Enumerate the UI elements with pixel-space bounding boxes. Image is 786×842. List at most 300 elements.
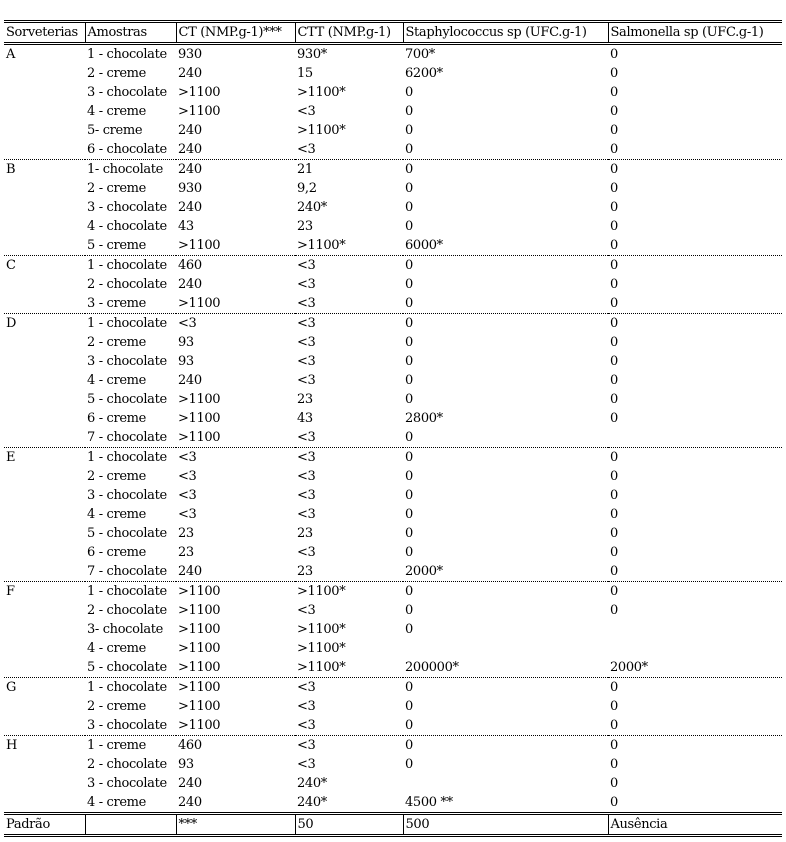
group-g xyxy=(4,678,782,736)
salmonella-cell: 0 xyxy=(610,47,618,62)
ctt-cell: 23 xyxy=(297,392,313,407)
sorveteria-cell-empty xyxy=(4,294,85,314)
amostra-cell: 1 - chocolate xyxy=(87,680,167,695)
salmonella-cell: 0 xyxy=(610,757,618,772)
staphylococcus-cell: 0 xyxy=(405,142,413,157)
staphylococcus-cell: 0 xyxy=(405,488,413,503)
salmonella-cell: 0 xyxy=(610,142,618,157)
table-row xyxy=(4,582,782,602)
ctt-cell: <3 xyxy=(297,430,316,445)
amostra-cell: 2 - chocolate xyxy=(87,757,167,772)
ct-cell: 240 xyxy=(178,564,202,579)
table-header xyxy=(4,22,782,44)
ctt-cell: <3 xyxy=(297,699,316,714)
salmonella-cell: 0 xyxy=(610,316,618,331)
ct-cell: 240 xyxy=(178,776,202,791)
group-h xyxy=(4,736,782,814)
ctt-cell: >1100* xyxy=(297,641,346,656)
table-row xyxy=(4,601,782,620)
salmonella-cell: 0 xyxy=(610,584,618,599)
salmonella-cell: 0 xyxy=(610,296,618,311)
salmonella-cell xyxy=(608,620,782,639)
ctt-cell: >1100* xyxy=(297,660,346,675)
footer-ct: *** xyxy=(176,814,295,836)
table-row xyxy=(4,333,782,352)
salmonella-cell: 0 xyxy=(610,603,618,618)
salmonella-cell: 0 xyxy=(610,545,618,560)
footer-staphylococcus: 500 xyxy=(403,814,608,836)
staphylococcus-cell: 200000* xyxy=(405,660,459,675)
ct-cell: 23 xyxy=(178,526,194,541)
ctt-cell: 240* xyxy=(297,776,327,791)
ct-cell: <3 xyxy=(178,469,197,484)
staphylococcus-cell: 0 xyxy=(405,507,413,522)
staphylococcus-cell: 0 xyxy=(405,469,413,484)
ct-cell: <3 xyxy=(178,488,197,503)
ct-cell: >1100 xyxy=(178,238,221,253)
amostra-cell: 1 - chocolate xyxy=(87,316,167,331)
staphylococcus-cell: 0 xyxy=(405,545,413,560)
ct-cell: >1100 xyxy=(178,584,221,599)
salmonella-cell: 0 xyxy=(610,469,618,484)
sorveteria-cell-empty xyxy=(4,83,85,102)
salmonella-cell: 0 xyxy=(610,718,618,733)
sorveteria-cell-empty xyxy=(4,198,85,217)
ctt-cell: <3 xyxy=(297,258,316,273)
amostra-cell: 7 - chocolate xyxy=(87,564,167,579)
ctt-cell: <3 xyxy=(297,507,316,522)
ct-cell: 93 xyxy=(178,335,194,350)
amostra-cell: 2 - chocolate xyxy=(87,603,167,618)
table-row xyxy=(4,44,782,65)
footer-label: Padrão xyxy=(6,817,50,832)
salmonella-cell: 0 xyxy=(610,507,618,522)
ctt-cell: <3 xyxy=(297,718,316,733)
salmonella-cell: 0 xyxy=(610,277,618,292)
group-a xyxy=(4,44,782,160)
staphylococcus-cell: 0 xyxy=(405,335,413,350)
amostra-cell: 5 - chocolate xyxy=(87,392,167,407)
salmonella-cell: 0 xyxy=(610,162,618,177)
salmonella-cell: 0 xyxy=(610,488,618,503)
table-row xyxy=(4,467,782,486)
sorveteria-cell-empty xyxy=(4,620,85,639)
salmonella-cell: 0 xyxy=(610,85,618,100)
sorveteria-cell-empty xyxy=(4,524,85,543)
staphylococcus-cell: 0 xyxy=(405,219,413,234)
ctt-cell: 9,2 xyxy=(297,181,317,196)
salmonella-cell: 2000* xyxy=(610,660,648,675)
sorveteria-cell-empty xyxy=(4,236,85,256)
group-b xyxy=(4,160,782,256)
ct-cell: >1100 xyxy=(178,296,221,311)
salmonella-cell: 0 xyxy=(610,219,618,234)
table-row xyxy=(4,524,782,543)
staphylococcus-cell: 0 xyxy=(405,526,413,541)
amostra-cell: 2 - creme xyxy=(87,66,146,81)
header-salmonella: Salmonella sp (UFC.g-1) xyxy=(608,22,782,44)
ct-cell: 240 xyxy=(178,200,202,215)
staphylococcus-cell: 0 xyxy=(405,200,413,215)
sorveteria-cell: H xyxy=(6,738,17,753)
amostra-cell: 3 - creme xyxy=(87,296,146,311)
salmonella-cell: 0 xyxy=(610,354,618,369)
ctt-cell: >1100* xyxy=(297,85,346,100)
staphylococcus-cell: 0 xyxy=(405,162,413,177)
salmonella-cell: 0 xyxy=(610,258,618,273)
ct-cell: 240 xyxy=(178,123,202,138)
group-e xyxy=(4,448,782,582)
salmonella-cell: 0 xyxy=(610,392,618,407)
staphylococcus-cell: 0 xyxy=(405,354,413,369)
sorveteria-cell-empty xyxy=(4,601,85,620)
sorveteria-cell-empty xyxy=(4,64,85,83)
staphylococcus-cell: 0 xyxy=(405,680,413,695)
ctt-cell: >1100* xyxy=(297,123,346,138)
amostra-cell: 6 - creme xyxy=(87,545,146,560)
amostra-cell: 5 - chocolate xyxy=(87,526,167,541)
staphylococcus-cell: 0 xyxy=(405,373,413,388)
ctt-cell: 240* xyxy=(297,200,327,215)
table-row xyxy=(4,275,782,294)
ct-cell: >1100 xyxy=(178,104,221,119)
table-row xyxy=(4,620,782,639)
sorveteria-cell: D xyxy=(6,316,17,331)
sorveteria-cell-empty xyxy=(4,697,85,716)
amostra-cell: 4 - creme xyxy=(87,373,146,388)
ct-cell: 240 xyxy=(178,66,202,81)
table-row xyxy=(4,102,782,121)
amostra-cell: 5 - chocolate xyxy=(87,660,167,675)
salmonella-cell xyxy=(608,428,782,448)
ctt-cell: <3 xyxy=(297,757,316,772)
ctt-cell: <3 xyxy=(297,354,316,369)
table-row xyxy=(4,179,782,198)
ct-cell: >1100 xyxy=(178,641,221,656)
table-row xyxy=(4,352,782,371)
staphylococcus-cell: 0 xyxy=(405,277,413,292)
ctt-cell: <3 xyxy=(297,335,316,350)
table-row xyxy=(4,428,782,448)
staphylococcus-cell: 0 xyxy=(405,699,413,714)
sorveteria-cell: C xyxy=(6,258,16,273)
ct-cell: 460 xyxy=(178,738,202,753)
sorveteria-cell-empty xyxy=(4,505,85,524)
table-row xyxy=(4,793,782,814)
staphylococcus-cell: 2800* xyxy=(405,411,443,426)
sorveteria-cell-empty xyxy=(4,275,85,294)
header-ct: CT (NMP.g-1)*** xyxy=(176,22,295,44)
table-row xyxy=(4,371,782,390)
salmonella-cell: 0 xyxy=(610,776,618,791)
sorveteria-cell-empty xyxy=(4,467,85,486)
ctt-cell: 43 xyxy=(297,411,313,426)
staphylococcus-cell: 0 xyxy=(405,738,413,753)
sorveteria-cell: B xyxy=(6,162,16,177)
footer-ctt: 50 xyxy=(295,814,403,836)
footer-amostras xyxy=(85,814,176,836)
salmonella-cell: 0 xyxy=(610,238,618,253)
amostra-cell: 1- chocolate xyxy=(87,162,164,177)
staphylococcus-cell: 0 xyxy=(405,85,413,100)
amostra-cell: 3 - chocolate xyxy=(87,718,167,733)
header-ctt: CTT (NMP.g-1) xyxy=(295,22,403,44)
sorveteria-cell-empty xyxy=(4,333,85,352)
sorveteria-cell-empty xyxy=(4,140,85,160)
ct-cell: 240 xyxy=(178,373,202,388)
ctt-cell: >1100* xyxy=(297,584,346,599)
table-row xyxy=(4,64,782,83)
ctt-cell: 23 xyxy=(297,219,313,234)
table-row xyxy=(4,716,782,736)
table-footer xyxy=(4,814,782,836)
amostra-cell: 3 - chocolate xyxy=(87,488,167,503)
amostra-cell: 3 - chocolate xyxy=(87,200,167,215)
table-row xyxy=(4,736,782,756)
table-row xyxy=(4,140,782,160)
salmonella-cell: 0 xyxy=(610,564,618,579)
table-row xyxy=(4,160,782,180)
sorveteria-cell-empty xyxy=(4,486,85,505)
header-row xyxy=(4,22,782,44)
salmonella-cell: 0 xyxy=(610,373,618,388)
table-row xyxy=(4,390,782,409)
amostra-cell: 6 - chocolate xyxy=(87,142,167,157)
ctt-cell: <3 xyxy=(297,142,316,157)
ct-cell: >1100 xyxy=(178,718,221,733)
sorveteria-cell-empty xyxy=(4,409,85,428)
ct-cell: 930 xyxy=(178,47,202,62)
salmonella-cell: 0 xyxy=(610,335,618,350)
sorveteria-cell-empty xyxy=(4,390,85,409)
ct-cell: 240 xyxy=(178,162,202,177)
ct-cell: <3 xyxy=(178,507,197,522)
ct-cell: <3 xyxy=(178,316,197,331)
ctt-cell: <3 xyxy=(297,545,316,560)
ct-cell: >1100 xyxy=(178,392,221,407)
amostra-cell: 1 - creme xyxy=(87,738,146,753)
amostra-cell: 3- chocolate xyxy=(87,622,164,637)
staphylococcus-cell xyxy=(403,639,608,658)
ctt-cell: <3 xyxy=(297,680,316,695)
table-row xyxy=(4,486,782,505)
amostra-cell: 1 - chocolate xyxy=(87,584,167,599)
amostra-cell: 2 - chocolate xyxy=(87,277,167,292)
sorveteria-cell-empty xyxy=(4,543,85,562)
amostra-cell: 3 - chocolate xyxy=(87,85,167,100)
table-row xyxy=(4,217,782,236)
salmonella-cell xyxy=(608,639,782,658)
ctt-cell: 23 xyxy=(297,526,313,541)
table-row xyxy=(4,256,782,276)
ctt-cell: 240* xyxy=(297,795,327,810)
staphylococcus-cell: 0 xyxy=(405,603,413,618)
table-row xyxy=(4,409,782,428)
amostra-cell: 5 - creme xyxy=(87,238,146,253)
staphylococcus-cell: 0 xyxy=(405,258,413,273)
table-row xyxy=(4,83,782,102)
ctt-cell: >1100* xyxy=(297,622,346,637)
salmonella-cell: 0 xyxy=(610,104,618,119)
salmonella-cell: 0 xyxy=(610,699,618,714)
amostra-cell: 5- creme xyxy=(87,123,143,138)
ctt-cell: <3 xyxy=(297,104,316,119)
sorveteria-cell-empty xyxy=(4,774,85,793)
ctt-cell: 23 xyxy=(297,564,313,579)
ctt-cell: >1100* xyxy=(297,238,346,253)
ct-cell: <3 xyxy=(178,450,197,465)
group-c xyxy=(4,256,782,314)
staphylococcus-cell: 0 xyxy=(405,123,413,138)
staphylococcus-cell: 0 xyxy=(405,757,413,772)
sorveteria-cell-empty xyxy=(4,755,85,774)
salmonella-cell: 0 xyxy=(610,680,618,695)
amostra-cell: 7 - chocolate xyxy=(87,430,167,445)
ct-cell: 93 xyxy=(178,757,194,772)
results-table xyxy=(4,20,782,837)
staphylococcus-cell: 700* xyxy=(405,47,435,62)
sorveteria-cell: G xyxy=(6,680,17,695)
sorveteria-cell-empty xyxy=(4,639,85,658)
group-f xyxy=(4,582,782,678)
ct-cell: 23 xyxy=(178,545,194,560)
sorveteria-cell: F xyxy=(6,584,15,599)
ctt-cell: 15 xyxy=(297,66,313,81)
amostra-cell: 1 - chocolate xyxy=(87,258,167,273)
salmonella-cell: 0 xyxy=(610,66,618,81)
staphylococcus-cell: 6200* xyxy=(405,66,443,81)
salmonella-cell: 0 xyxy=(610,450,618,465)
ct-cell: 240 xyxy=(178,142,202,157)
footer-salmonella: Ausência xyxy=(608,814,782,836)
ct-cell: >1100 xyxy=(178,680,221,695)
staphylococcus-cell: 0 xyxy=(405,104,413,119)
amostra-cell: 2 - creme xyxy=(87,469,146,484)
table-row xyxy=(4,121,782,140)
amostra-cell: 4 - chocolate xyxy=(87,219,167,234)
amostra-cell: 1 - chocolate xyxy=(87,450,167,465)
sorveteria-cell-empty xyxy=(4,371,85,390)
staphylococcus-cell: 4500 ** xyxy=(405,795,453,810)
salmonella-cell: 0 xyxy=(610,123,618,138)
salmonella-cell: 0 xyxy=(610,795,618,810)
staphylococcus-cell xyxy=(403,774,608,793)
group-d xyxy=(4,314,782,448)
ct-cell: 930 xyxy=(178,181,202,196)
ctt-cell: <3 xyxy=(297,316,316,331)
table-row xyxy=(4,198,782,217)
ctt-cell: <3 xyxy=(297,603,316,618)
ct-cell: >1100 xyxy=(178,660,221,675)
staphylococcus-cell: 0 xyxy=(405,450,413,465)
header-staphylococcus: Staphylococcus sp (UFC.g-1) xyxy=(403,22,608,44)
staphylococcus-cell: 6000* xyxy=(405,238,443,253)
sorveteria-cell-empty xyxy=(4,352,85,371)
amostra-cell: 2 - creme xyxy=(87,181,146,196)
table-row xyxy=(4,697,782,716)
staphylococcus-cell: 0 xyxy=(405,584,413,599)
salmonella-cell: 0 xyxy=(610,738,618,753)
sorveteria-cell-empty xyxy=(4,102,85,121)
table-row xyxy=(4,236,782,256)
salmonella-cell: 0 xyxy=(610,200,618,215)
amostra-cell: 2 - creme xyxy=(87,699,146,714)
sorveteria-cell: A xyxy=(6,47,16,62)
staphylococcus-cell: 2000* xyxy=(405,564,443,579)
amostra-cell: 4 - creme xyxy=(87,507,146,522)
table-row xyxy=(4,774,782,793)
sorveteria-cell-empty xyxy=(4,179,85,198)
sorveteria-cell-empty xyxy=(4,658,85,678)
ct-cell: >1100 xyxy=(178,699,221,714)
header-amostras: Amostras xyxy=(85,22,176,44)
ctt-cell: <3 xyxy=(297,469,316,484)
table-row xyxy=(4,562,782,582)
ct-cell: >1100 xyxy=(178,603,221,618)
ct-cell: 240 xyxy=(178,795,202,810)
ctt-cell: 930* xyxy=(297,47,327,62)
sorveteria-cell-empty xyxy=(4,716,85,736)
ct-cell: 240 xyxy=(178,277,202,292)
ctt-cell: <3 xyxy=(297,738,316,753)
ct-cell: >1100 xyxy=(178,430,221,445)
staphylococcus-cell: 0 xyxy=(405,316,413,331)
table-row xyxy=(4,658,782,678)
ct-cell: >1100 xyxy=(178,85,221,100)
ct-cell: >1100 xyxy=(178,411,221,426)
sorveteria-cell-empty xyxy=(4,121,85,140)
amostra-cell: 3 - chocolate xyxy=(87,776,167,791)
sorveteria-cell: E xyxy=(6,450,16,465)
ct-cell: >1100 xyxy=(178,622,221,637)
ctt-cell: <3 xyxy=(297,296,316,311)
ctt-cell: <3 xyxy=(297,373,316,388)
sorveteria-cell-empty xyxy=(4,217,85,236)
ctt-cell: <3 xyxy=(297,488,316,503)
table-row xyxy=(4,294,782,314)
header-sorveterias: Sorveterias xyxy=(6,25,78,40)
amostra-cell: 4 - creme xyxy=(87,104,146,119)
ct-cell: 93 xyxy=(178,354,194,369)
sorveteria-cell-empty xyxy=(4,428,85,448)
staphylococcus-cell: 0 xyxy=(405,296,413,311)
sorveteria-cell-empty xyxy=(4,793,85,814)
amostra-cell: 1 - chocolate xyxy=(87,47,167,62)
table-row xyxy=(4,314,782,334)
amostra-cell: 4 - creme xyxy=(87,641,146,656)
table-row xyxy=(4,448,782,468)
table-row xyxy=(4,543,782,562)
ct-cell: 460 xyxy=(178,258,202,273)
staphylococcus-cell: 0 xyxy=(405,622,413,637)
table-row xyxy=(4,505,782,524)
ctt-cell: <3 xyxy=(297,277,316,292)
ctt-cell: <3 xyxy=(297,450,316,465)
amostra-cell: 3 - chocolate xyxy=(87,354,167,369)
salmonella-cell: 0 xyxy=(610,411,618,426)
staphylococcus-cell: 0 xyxy=(405,181,413,196)
staphylococcus-cell: 0 xyxy=(405,392,413,407)
staphylococcus-cell: 0 xyxy=(405,718,413,733)
table-row xyxy=(4,678,782,698)
results-table-container xyxy=(4,20,782,837)
ct-cell: 43 xyxy=(178,219,194,234)
footer-row-padrao xyxy=(4,814,782,836)
staphylococcus-cell: 0 xyxy=(405,430,413,445)
amostra-cell: 4 - creme xyxy=(87,795,146,810)
amostra-cell: 6 - creme xyxy=(87,411,146,426)
table-row xyxy=(4,639,782,658)
